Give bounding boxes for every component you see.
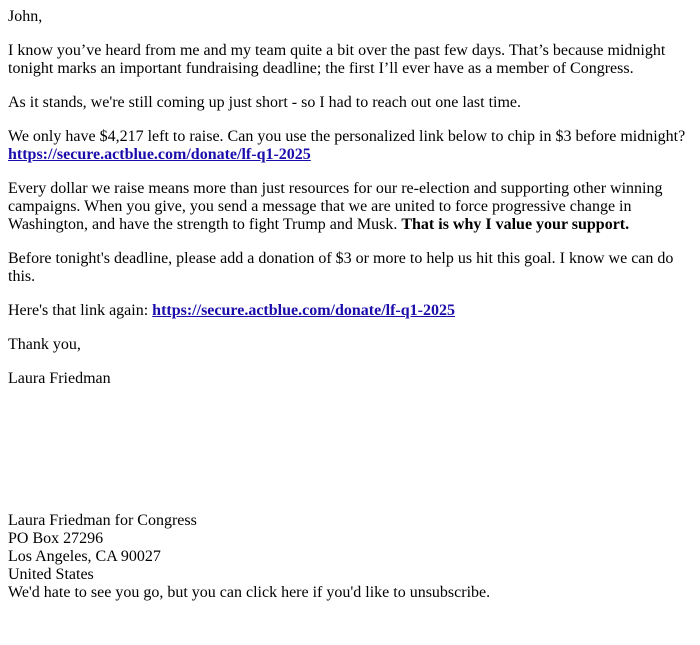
paragraph-goal: Before tonight's deadline, please add a donation of $3 or more to help us hit this goal. I know we can do this.: [8, 250, 674, 285]
paragraph-link-again: [8, 302, 692, 320]
paragraph-ask: [8, 128, 692, 164]
donate-link-again[interactable]: https://secure.actblue.com/donate/lf-q1-2025: [152, 302, 455, 319]
support-text: Every dollar we raise means more than just resources for our re-election and supporting other winning campaigns. When you give, you send a message that we are united to force progressive change in Washington, and have the strength to fight Trump and Musk.: [8, 180, 663, 233]
support-emphasis: That is why I value your support.: [401, 216, 630, 233]
footer: [8, 512, 692, 602]
footer-country: United States: [8, 566, 94, 583]
footer-po-box: PO Box 27296: [8, 530, 104, 547]
donate-link[interactable]: https://secure.actblue.com/donate/lf-q1-2025: [8, 146, 311, 163]
link-again-prefix: Here's that link again:: [8, 302, 153, 319]
paragraph-deadline: I know you’ve heard from me and my team quite a bit over the past few days. That’s because midnight tonight marks an important fundraising deadline; the first I’ll ever have as a member of Congress.: [8, 42, 666, 77]
paragraph-short: As it stands, we're still coming up just short - so I had to reach out one last time.: [8, 94, 522, 111]
footer-org: Laura Friedman for Congress: [8, 512, 197, 529]
paragraph-support: [8, 180, 692, 234]
footer-city: Los Angeles, CA 90027: [8, 548, 161, 565]
signature: Laura Friedman: [8, 370, 111, 387]
salutation: John,: [8, 8, 43, 25]
closing: Thank you,: [8, 336, 81, 353]
ask-text: We only have $4,217 left to raise. Can you use the personalized link below to chip in $3 before midnight?: [8, 128, 686, 145]
spacer: [8, 388, 692, 512]
unsubscribe-text[interactable]: We'd hate to see you go, but you can click here if you'd like to unsubscribe.: [8, 584, 491, 601]
